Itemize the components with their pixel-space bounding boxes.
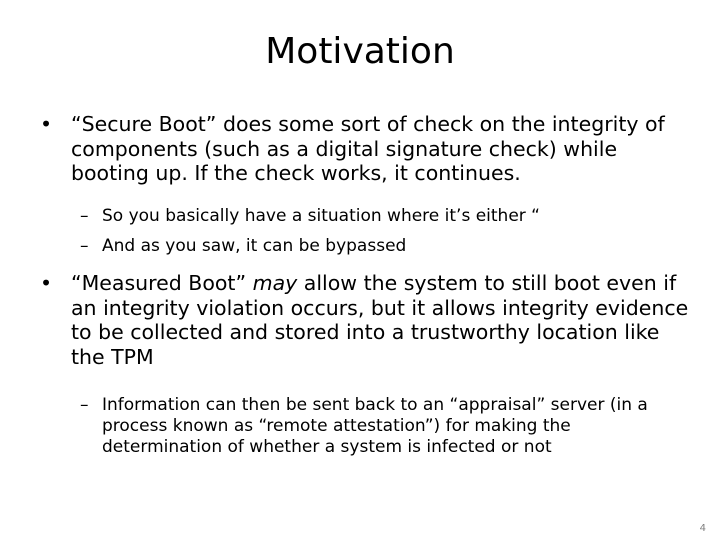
sub-bullet-either: [80, 206, 680, 227]
bullet-text-emphasis: may: [252, 271, 298, 295]
bullet-text: [71, 271, 690, 369]
bullet-text-start: “Measured Boot”: [71, 271, 253, 295]
bullet-marker: •: [40, 112, 53, 136]
sub-bullet-text: So you basically have a situation where it’s either “: [102, 206, 540, 226]
sub-bullet-marker: –: [80, 206, 89, 226]
sub-bullet-marker: –: [80, 236, 89, 256]
sub-bullet-bypassed: [80, 236, 680, 257]
bullet-marker: •: [40, 271, 53, 295]
page-number: 4: [699, 523, 706, 534]
bullet-measured-boot: [40, 271, 690, 369]
bullet-text-end: allow the system to still boot even if an integrity violation occurs, but it allows integrity evidence to be collected and stored into a trustworthy location like the TPM: [71, 271, 689, 369]
sub-bullet-attestation: [80, 395, 680, 458]
bullet-text: “Secure Boot” does some sort of check on the integrity of components (such as a digital signature check) while booting up. If the check works, it continues.: [71, 112, 665, 185]
bullet-secure-boot: [40, 112, 690, 186]
sub-bullet-text: Information can then be sent back to an “appraisal” server (in a process known as “remote attestation”) for making the determination of whether a system is infected or not: [102, 395, 648, 457]
sub-bullet-text: And as you saw, it can be bypassed: [102, 236, 407, 256]
slide-title: Motivation: [265, 31, 455, 72]
sub-bullet-marker: –: [80, 395, 89, 415]
